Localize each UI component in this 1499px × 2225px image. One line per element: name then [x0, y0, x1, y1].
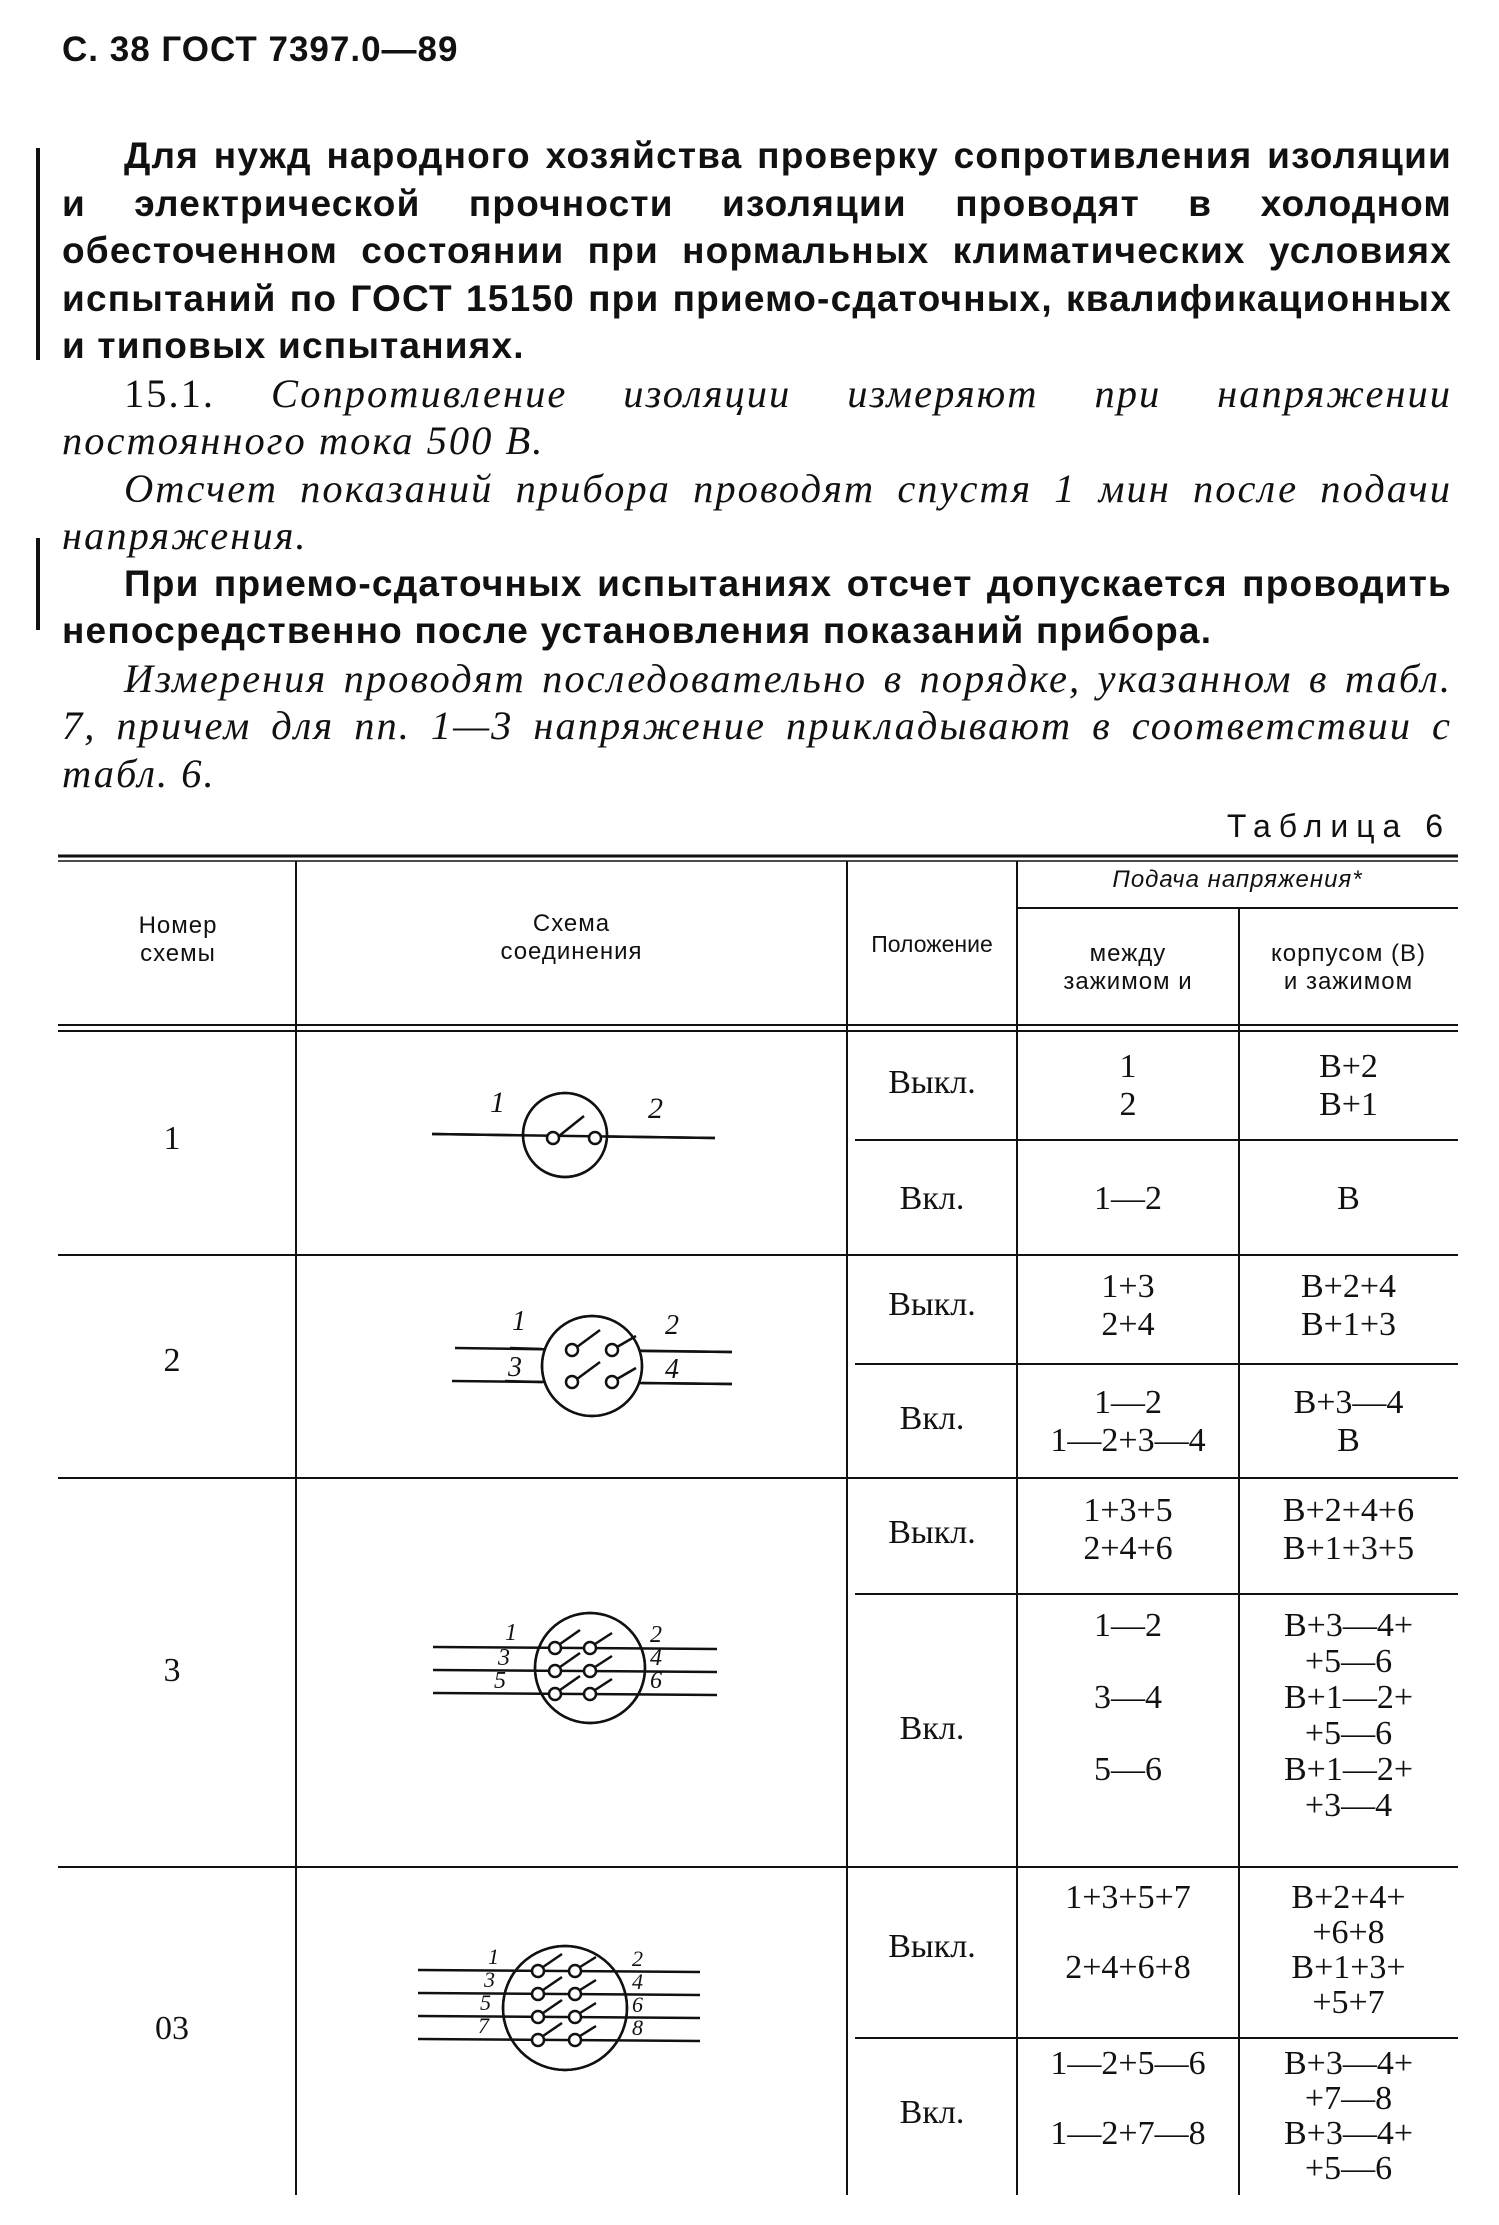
- case-cell: В+3—4 В: [1293, 1384, 1404, 1459]
- between-cell: 1—2+5—6 1—2+7—8: [1050, 2045, 1206, 2152]
- case-cell: В: [1337, 1180, 1360, 1217]
- terminal-label: 6: [650, 1668, 662, 1694]
- clause-text: Сопротивление изоляции измеряют при напряжении постоянного тока 500 В.: [62, 370, 1453, 463]
- paragraph-3: Отсчет показаний прибора проводят спустя 1 мин после подачи напряжения.: [62, 465, 1452, 558]
- terminal-label: 3: [484, 1967, 495, 1992]
- scheme-2-drawing: [452, 1316, 732, 1416]
- scheme-number: 03: [155, 2010, 189, 2047]
- between-cell: 1—2 3—4 5—6: [1094, 1607, 1162, 1788]
- position-cell: Вкл.: [899, 1400, 965, 1437]
- terminal-label: 2: [648, 1092, 663, 1125]
- terminal-label: 7: [478, 2013, 489, 2038]
- scheme-03-drawing: [418, 1946, 700, 2070]
- terminal-label: 1: [488, 1944, 499, 1969]
- terminal-label: 3: [508, 1352, 522, 1383]
- paragraph-4: При приемо-сдаточных испытаниях отсчет допускается проводить непосредственно после установления показаний прибора.: [62, 562, 1452, 651]
- scheme-number: 3: [163, 1652, 181, 1689]
- between-cell: 1 2: [1119, 1048, 1137, 1123]
- table-caption: Таблица 6: [1226, 808, 1451, 844]
- position-cell: Вкл.: [899, 1710, 965, 1747]
- terminal-label: 4: [632, 1969, 643, 1994]
- scheme-1-drawing: [432, 1093, 715, 1177]
- terminal-label: 3: [498, 1645, 510, 1671]
- paragraph-5: Измерения проводят последовательно в порядке, указанном в табл. 7, причем для пп. 1—3 напряжение прикладывают в соответствии с табл. 6.: [62, 655, 1452, 796]
- position-cell: Выкл.: [888, 1928, 976, 1965]
- terminal-label: 4: [665, 1354, 679, 1385]
- case-cell: В+3—4+ +7—8 В+3—4+ +5—6: [1283, 2045, 1414, 2187]
- terminal-label: 1: [505, 1620, 517, 1646]
- paragraph-1: Для нужд народного хозяйства проверку сопротивления изоляции и электрической прочности изоляции проводят в холодном обесточенном состоянии при нормальных климатических условиях испытаний по ГОСТ 15150 при приемо-сдаточных, квалификационных и типовых испытаниях.: [62, 135, 1452, 366]
- terminal-label: 5: [480, 1990, 491, 2015]
- position-cell: Вкл.: [899, 2094, 965, 2131]
- between-cell: 1—2: [1094, 1180, 1162, 1217]
- header-voltage-supply: Подача напряжения*: [1112, 866, 1363, 893]
- position-cell: Вкл.: [899, 1180, 965, 1217]
- case-cell: В+2+4+6 В+1+3+5: [1282, 1492, 1415, 1567]
- between-cell: 1+3+5+7 2+4+6+8: [1065, 1879, 1191, 1986]
- header-position: Положение: [871, 931, 993, 957]
- terminal-label: 2: [665, 1310, 679, 1341]
- terminal-label: 1: [512, 1306, 526, 1337]
- terminal-label: 5: [494, 1668, 506, 1694]
- between-cell: 1+3+5 2+4+6: [1083, 1492, 1173, 1567]
- terminal-label: 6: [632, 1992, 643, 2017]
- clause-number: 15.1.: [124, 370, 215, 416]
- header-scheme-number: Номер схемы: [138, 912, 218, 967]
- case-cell: В+2+4+ +6+8 В+1+3+ +5+7: [1291, 1879, 1406, 2021]
- position-cell: Выкл.: [888, 1286, 976, 1323]
- terminal-label: 4: [650, 1645, 662, 1671]
- between-cell: 1+3 2+4: [1101, 1268, 1155, 1343]
- terminal-label: 2: [650, 1622, 662, 1648]
- scheme-number: 1: [163, 1120, 181, 1157]
- position-cell: Выкл.: [888, 1064, 976, 1101]
- case-cell: В+2+4 В+1+3: [1300, 1268, 1397, 1343]
- case-cell: В+2 В+1: [1319, 1048, 1378, 1123]
- terminal-label: 8: [632, 2015, 643, 2040]
- terminal-label: 2: [632, 1946, 643, 1971]
- scheme-number: 2: [163, 1342, 181, 1379]
- page-header: С. 38 ГОСТ 7397.0—89: [62, 30, 459, 69]
- terminal-label: 1: [490, 1086, 505, 1119]
- header-between-terminal: между зажимом и: [1063, 940, 1193, 995]
- between-cell: 1—2 1—2+3—4: [1050, 1384, 1206, 1459]
- header-connection-scheme: Схема соединения: [500, 910, 643, 965]
- header-case-and-terminal: корпусом (В) и зажимом: [1271, 940, 1426, 995]
- case-cell: В+3—4+ +5—6 В+1—2+ +5—6 В+1—2+ +3—4: [1283, 1607, 1414, 1824]
- position-cell: Выкл.: [888, 1514, 976, 1551]
- scheme-3-drawing: [433, 1613, 717, 1723]
